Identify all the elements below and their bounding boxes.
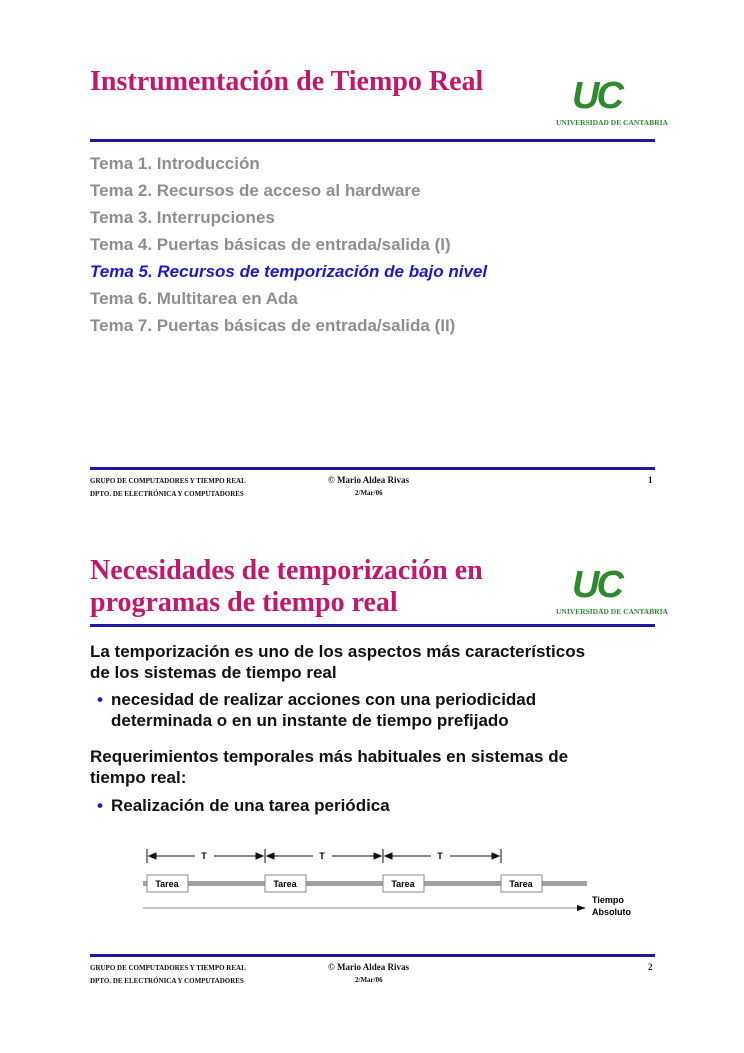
arrow-left-icon — [149, 853, 156, 859]
bullet-dot-icon: • — [97, 796, 103, 815]
footer-author: © Mario Aldea Rivas — [328, 962, 409, 972]
time-axis-arrow-icon — [577, 905, 586, 911]
paragraph-line: La temporización es uno de los aspectos más característicos — [90, 642, 586, 661]
arrow-left-icon — [267, 853, 274, 859]
footer-author: © Mario Aldea Rivas — [328, 475, 409, 485]
period-label: T — [319, 851, 325, 861]
bullet-2-text: Realización de una tarea periódica — [111, 796, 390, 815]
footer-group: GRUPO DE COMPUTADORES Y TIEMPO REAL — [90, 477, 246, 485]
topic-item: Tema 6. Multitarea en Ada — [90, 289, 298, 308]
uc-logo-mark: UC — [572, 564, 621, 606]
uc-logo-subtitle: UNIVERSIDAD DE CANTABRIA — [556, 607, 668, 616]
task-label: Tarea — [509, 879, 533, 889]
task-label: Tarea — [273, 879, 297, 889]
footer-date: 2/Mar/06 — [355, 489, 383, 497]
topic-item: Tema 7. Puertas básicas de entrada/salida (II) — [90, 316, 456, 335]
topic-item: Tema 3. Interrupciones — [90, 208, 275, 227]
paragraph-line: tiempo real: — [90, 768, 187, 787]
bullet-dot-icon: • — [97, 690, 103, 709]
topic-item-active: Tema 5. Recursos de temporización de bajo nivel — [90, 262, 488, 281]
bullet-line: determinada o en un instante de tiempo prefijado — [111, 711, 509, 730]
bullet-line: necesidad de realizar acciones con una periodicidad — [111, 690, 537, 709]
footer-date: 2/Mar/06 — [355, 976, 383, 984]
uc-logo-mark: UC — [572, 75, 621, 117]
slide2-title-line: programas de tiempo real — [90, 587, 398, 618]
arrow-right-icon — [492, 853, 499, 859]
paragraph-line: de los sistemas de tiempo real — [90, 663, 337, 682]
axis-label: Absoluto — [592, 907, 631, 917]
axis-label: Tiempo — [592, 895, 624, 905]
topic-item: Tema 4. Puertas básicas de entrada/salida (I) — [90, 235, 451, 254]
footer-divider — [90, 954, 655, 957]
period-label: T — [437, 851, 443, 861]
footer-page-number: 1 — [648, 475, 653, 485]
slide2-title-line: Necesidades de temporización en — [90, 555, 483, 586]
uc-logo-subtitle: UNIVERSIDAD DE CANTABRIA — [556, 118, 668, 127]
footer-page-number: 2 — [648, 962, 653, 972]
task-label: Tarea — [155, 879, 179, 889]
paragraph-line: Requerimientos temporales más habituales en sistemas de — [90, 747, 569, 766]
footer-department: DPTO. DE ELECTRÓNICA Y COMPUTADORES — [90, 490, 244, 498]
task-label: Tarea — [391, 879, 415, 889]
footer-department: DPTO. DE ELECTRÓNICA Y COMPUTADORES — [90, 977, 244, 985]
topic-item: Tema 2. Recursos de acceso al hardware — [90, 181, 421, 200]
arrow-right-icon — [374, 853, 381, 859]
arrow-right-icon — [256, 853, 263, 859]
slide1-title: Instrumentación de Tiempo Real — [90, 66, 484, 97]
period-label: T — [201, 851, 207, 861]
arrow-left-icon — [385, 853, 392, 859]
footer-group: GRUPO DE COMPUTADORES Y TIEMPO REAL — [90, 964, 246, 972]
topic-item: Tema 1. Introducción — [90, 154, 260, 173]
